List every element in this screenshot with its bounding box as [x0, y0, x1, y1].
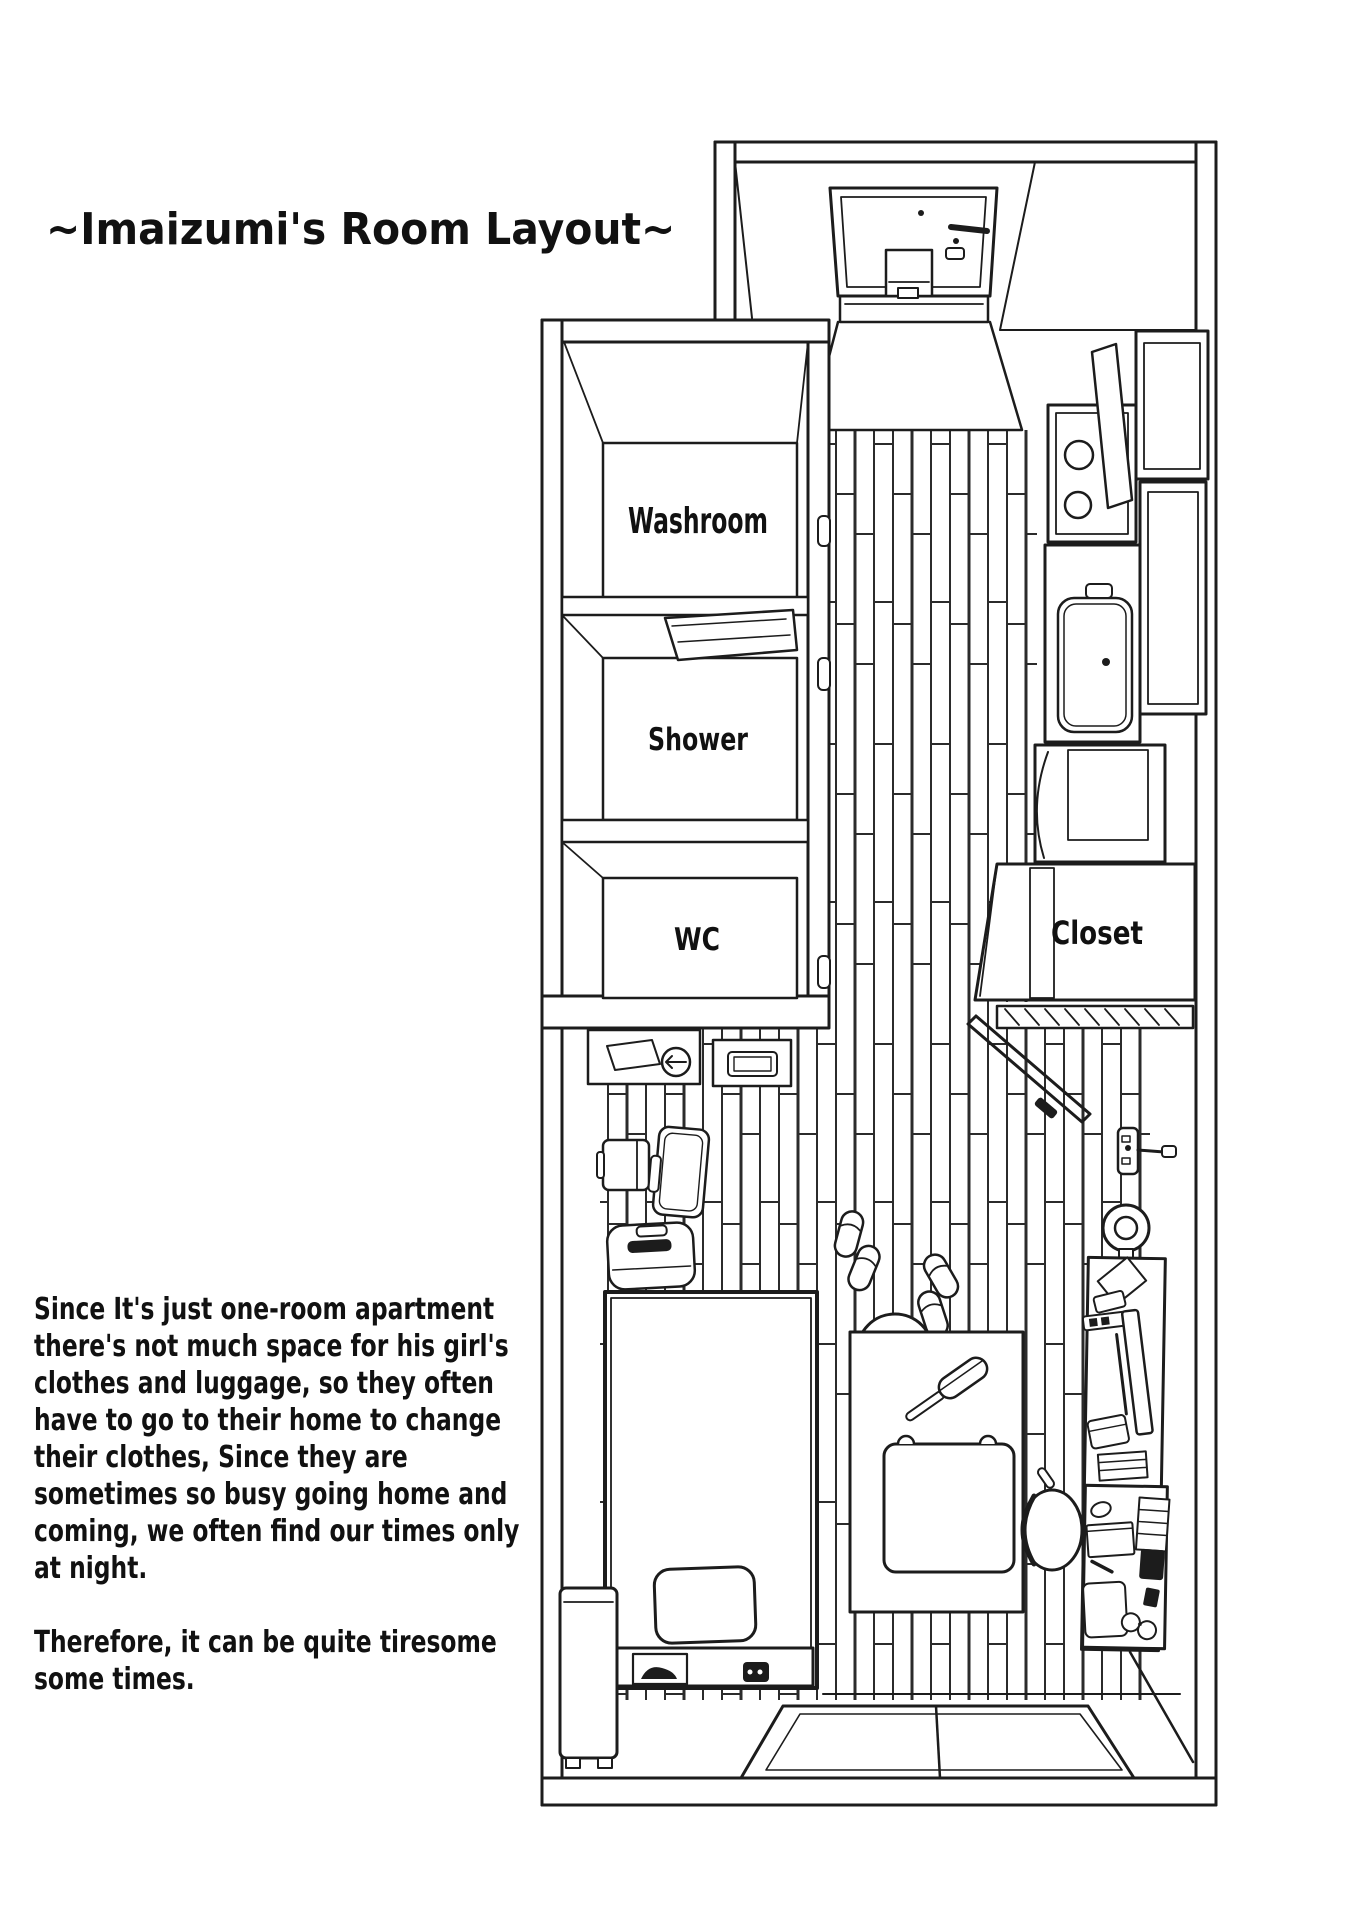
paper-stack-icon — [1136, 1497, 1170, 1551]
low-table — [884, 1436, 1014, 1572]
kitchen-wall-shelf — [1136, 331, 1208, 479]
entrance-shoe-box — [886, 250, 932, 298]
speaker-cabinet — [560, 1588, 617, 1768]
sketchbook-icon — [1083, 1582, 1128, 1638]
wc-room — [562, 842, 797, 998]
notes-paragraph-2: Therefore, it can be quite tiresome some times. — [34, 1625, 497, 1697]
genkan-floor — [810, 322, 1022, 430]
bed — [605, 1292, 817, 1688]
wall-shelf — [588, 1030, 700, 1084]
kitchen-sink — [1045, 545, 1140, 742]
travel-bag — [606, 1222, 695, 1290]
bath-cover-icon — [665, 610, 797, 660]
notebook-icon — [1086, 1522, 1134, 1557]
media-player-icon — [1087, 1414, 1130, 1449]
page-title: ~Imaizumi's Room Layout~ — [46, 204, 676, 255]
power-outlet-icon — [743, 1662, 769, 1682]
desk — [1082, 1485, 1170, 1648]
bathroom-divider-2 — [562, 820, 808, 842]
closet-wall-edge — [997, 1006, 1193, 1028]
room-label-washroom: Washroom — [628, 501, 768, 542]
storage-box — [597, 1140, 649, 1190]
book-stack-icon — [1098, 1451, 1148, 1480]
tissue-box-icon — [607, 1040, 660, 1070]
shower-room — [562, 610, 797, 820]
room-label-closet: Closet — [1051, 914, 1143, 952]
shelf-tray — [713, 1040, 791, 1086]
room-label-wc: WC — [674, 922, 720, 958]
door-handle-icon — [951, 227, 987, 231]
faucet-icon — [1086, 584, 1112, 598]
notes-paragraph-1: Since It's just one-room apartment there's not much space for his girl's clothes and luggage, so they often have to go to their home to change their clothes, Since they are sometimes so busy going home and coming, we often find our times only at night. — [34, 1292, 520, 1586]
peephole-icon — [918, 210, 924, 216]
pillow — [654, 1566, 757, 1643]
washing-machine — [1035, 745, 1165, 862]
kitchen-cabinet — [1140, 482, 1206, 714]
laptop-icon — [1139, 1549, 1165, 1581]
washroom — [564, 342, 808, 599]
room-label-shower: Shower — [648, 722, 749, 758]
drain-icon — [1102, 658, 1110, 666]
